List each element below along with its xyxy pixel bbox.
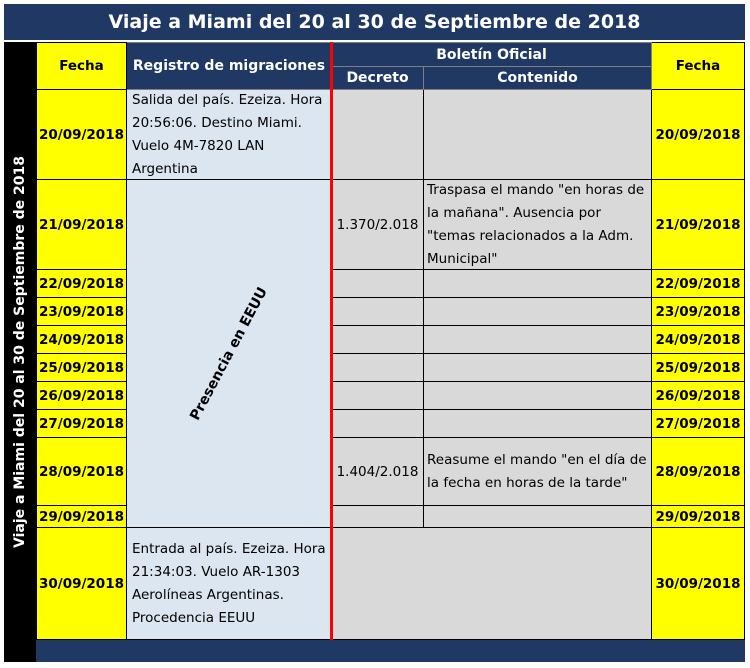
decreto-cell xyxy=(332,270,424,298)
page-title: Viaje a Miami del 20 al 30 de Septiembre de 2018 xyxy=(4,4,745,40)
side-label-bar xyxy=(4,42,36,662)
contenido-cell: Reasume el mando "en el día de la fecha en horas de la tarde" xyxy=(424,438,652,506)
boletin-merged-cell xyxy=(332,528,652,640)
date-left: 21/09/2018 xyxy=(36,180,127,270)
header-fecha-right: Fecha xyxy=(652,42,745,90)
registro-presencia-cell xyxy=(127,180,332,528)
contenido-cell xyxy=(424,298,652,326)
footer-bar xyxy=(36,640,745,662)
side-label: Viaje a Miami del 20 al 30 de Septiembre de 2018 xyxy=(12,156,28,548)
contenido-cell xyxy=(424,410,652,438)
date-left: 22/09/2018 xyxy=(36,270,127,298)
decreto-cell xyxy=(332,354,424,382)
date-left: 23/09/2018 xyxy=(36,298,127,326)
date-right: 22/09/2018 xyxy=(652,270,745,298)
date-left: 28/09/2018 xyxy=(36,438,127,506)
contenido-cell xyxy=(424,382,652,410)
registro-salida: Salida del país. Ezeiza. Hora 20:56:06. Destino Miami. Vuelo 4M-7820 LAN Argentina xyxy=(127,90,332,180)
decreto-cell: 1.370/2.018 xyxy=(332,180,424,270)
date-left: 24/09/2018 xyxy=(36,326,127,354)
date-left: 29/09/2018 xyxy=(36,506,127,528)
decreto-cell: 1.404/2.018 xyxy=(332,438,424,506)
date-right: 25/09/2018 xyxy=(652,354,745,382)
decreto-cell xyxy=(332,326,424,354)
registro-entrada: Entrada al país. Ezeiza. Hora 21:34:03. Vuelo AR-1303 Aerolíneas Argentinas. Procedencia EEUU xyxy=(127,528,332,640)
date-right: 20/09/2018 xyxy=(652,90,745,180)
date-right: 29/09/2018 xyxy=(652,506,745,528)
date-right: 21/09/2018 xyxy=(652,180,745,270)
contenido-cell xyxy=(424,90,652,180)
header-boletin: Boletín Oficial xyxy=(332,42,652,67)
registro-presencia: Presencia en EEUU xyxy=(187,284,271,423)
date-right: 28/09/2018 xyxy=(652,438,745,506)
date-left: 30/09/2018 xyxy=(36,528,127,640)
date-right: 27/09/2018 xyxy=(652,410,745,438)
date-left: 25/09/2018 xyxy=(36,354,127,382)
decreto-cell xyxy=(332,382,424,410)
decreto-cell xyxy=(332,410,424,438)
contenido-cell xyxy=(424,354,652,382)
contenido-cell: Traspasa el mando "en horas de la mañana". Ausencia por "temas relacionados a la Adm. Municipal" xyxy=(424,180,652,270)
date-right: 24/09/2018 xyxy=(652,326,745,354)
decreto-cell xyxy=(332,298,424,326)
header-registro: Registro de migraciones xyxy=(127,42,332,90)
decreto-cell xyxy=(332,506,424,528)
date-left: 26/09/2018 xyxy=(36,382,127,410)
decreto-cell xyxy=(332,90,424,180)
contenido-cell xyxy=(424,326,652,354)
contenido-cell xyxy=(424,506,652,528)
date-right: 23/09/2018 xyxy=(652,298,745,326)
separator-line xyxy=(330,42,333,640)
header-decreto: Decreto xyxy=(332,67,424,90)
header-contenido: Contenido xyxy=(424,67,652,90)
date-left: 27/09/2018 xyxy=(36,410,127,438)
contenido-cell xyxy=(424,270,652,298)
header-fecha-left: Fecha xyxy=(36,42,127,90)
date-right: 26/09/2018 xyxy=(652,382,745,410)
date-right: 30/09/2018 xyxy=(652,528,745,640)
date-left: 20/09/2018 xyxy=(36,90,127,180)
